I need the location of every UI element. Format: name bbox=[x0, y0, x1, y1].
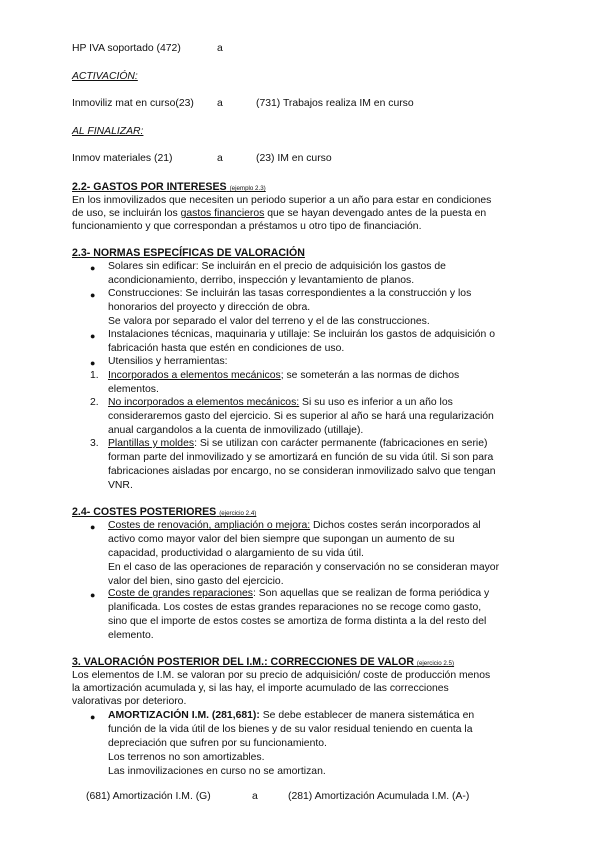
text: : Si se utilizan con carácter permanente (fabricaciones en serie) bbox=[194, 438, 488, 449]
paragraph-line: valorativas por deterioro. bbox=[72, 696, 187, 707]
underlined-term: Incorporados a elementos mecánicos bbox=[108, 370, 281, 381]
bullet-icon: ● bbox=[90, 290, 96, 300]
list-item bbox=[108, 287, 536, 329]
text: Los terrenos no son amortizables. bbox=[108, 752, 265, 763]
text: acondicionamiento, derribo, inspección y levantamiento de planos. bbox=[108, 275, 415, 286]
text: VNR. bbox=[108, 480, 133, 491]
heading-note: (ejercicio 2.4) bbox=[219, 510, 257, 517]
entry-left: (681) Amortización I.M. (G) bbox=[86, 791, 211, 802]
text: Instalaciones técnicas, maquinaria y utillaje: Se incluirán los gastos de adquisición o bbox=[108, 329, 495, 340]
text: Dichos costes serán incorporados al bbox=[310, 520, 481, 531]
text: fabricaciones aisladas por encargo, no se consideran inmovilizado salvo que tengan bbox=[108, 466, 496, 477]
text: que se hayan devengado antes de la puesta en bbox=[264, 208, 487, 219]
list-item bbox=[108, 709, 536, 779]
list-item bbox=[108, 437, 536, 493]
entry-left: Inmoviliz mat en curso(23) bbox=[72, 98, 194, 109]
text: función de la vida útil de los bienes y de su valor residual teniendo en cuenta la bbox=[108, 724, 473, 735]
text: : Son aquellas que se realizan de forma periódica y bbox=[252, 588, 490, 599]
bullet-icon: ● bbox=[90, 358, 96, 368]
list-item bbox=[108, 396, 536, 438]
bullet-icon: ● bbox=[90, 590, 96, 600]
text: En el caso de las operaciones de reparación y conservación no se consideran mayor bbox=[108, 562, 500, 573]
entry-right: (281) Amortización Acumulada I.M. (A-) bbox=[288, 791, 470, 802]
underlined-term: Coste de grandes reparaciones bbox=[108, 588, 253, 599]
list-item bbox=[108, 260, 536, 288]
paragraph-line bbox=[72, 207, 486, 221]
text: depreciación que sufren por su funcionamiento. bbox=[108, 738, 327, 749]
list-item bbox=[108, 369, 536, 397]
list-number: 2. bbox=[90, 397, 99, 408]
text: fabricación hasta que estén en condiciones de uso. bbox=[108, 343, 345, 354]
entry-left: HP IVA soportado (472) bbox=[72, 43, 181, 54]
entry-a: a bbox=[217, 153, 223, 164]
list-item bbox=[108, 355, 536, 369]
text: honorarios del proyecto y dirección de obra. bbox=[108, 302, 311, 313]
entry-right: (731) Trabajos realiza IM en curso bbox=[256, 98, 414, 109]
entry-a: a bbox=[217, 98, 223, 109]
bold-term: AMORTIZACIÓN I.M. (281,681): bbox=[108, 710, 260, 721]
text: de uso, se incluirán los bbox=[72, 208, 181, 219]
text: planificada. Los costes de estas grandes reparaciones no se recoge como gasto, bbox=[108, 602, 482, 613]
heading-text: 2.4- COSTES POSTERIORES bbox=[72, 506, 217, 518]
heading-note: (ejemplo 2.3) bbox=[229, 185, 266, 192]
text: sino que el importe de estos costes se amortiza de forma distinta a la del resto del bbox=[108, 616, 487, 627]
list-item bbox=[108, 519, 536, 589]
underlined-term: No incorporados a elementos mecánicos: bbox=[108, 397, 300, 408]
paragraph-line: En los inmovilizados que necesiten un periodo superior a un año para estar en condiciones bbox=[72, 195, 492, 206]
text: Si su uso es inferior a un año los bbox=[299, 397, 453, 408]
text: consideraremos gasto del ejercicio. Si es superior al año se hará una regularización bbox=[108, 411, 494, 422]
section-heading-2-3: 2.3- NORMAS ESPECÍFICAS DE VALORACIÓN bbox=[72, 247, 305, 259]
list-item bbox=[108, 328, 536, 356]
bullet-icon: ● bbox=[90, 263, 96, 273]
text: valor del bien, sino gasto del ejercicio. bbox=[108, 576, 284, 587]
underlined-term: Costes de renovación, ampliación o mejora: bbox=[108, 520, 311, 531]
text: Utensilios y herramientas: bbox=[108, 356, 228, 367]
text: forman parte del inmovilizado y se amortizará en función de su vida útil. Si son para bbox=[108, 452, 494, 463]
entry-a: a bbox=[217, 43, 223, 54]
entry-left: Inmov materiales (21) bbox=[72, 153, 173, 164]
list-number: 3. bbox=[90, 438, 99, 449]
underlined-term: gastos financieros bbox=[180, 208, 265, 219]
text: elementos. bbox=[108, 384, 159, 395]
paragraph-line: la amortización acumulada y, si las hay, el importe acumulado de las correcciones bbox=[72, 683, 449, 694]
paragraph-line: funcionamiento y que correspondan a préstamos u otro tipo de financiación. bbox=[72, 221, 422, 232]
heading-note: (ejercicio 2.5) bbox=[416, 660, 455, 667]
text: Solares sin edificar: Se incluirán en el precio de adquisición los gastos de bbox=[108, 261, 446, 272]
list-number: 1. bbox=[90, 370, 99, 381]
bullet-icon: ● bbox=[90, 522, 96, 532]
entry-right: (23) IM en curso bbox=[256, 153, 332, 164]
list-item bbox=[108, 587, 536, 643]
text: capacidad, productividad o alargamiento de su vida útil. bbox=[108, 548, 364, 559]
text: elemento. bbox=[108, 630, 154, 641]
text: activo como mayor valor del bien siempre que supongan un aumento de su bbox=[108, 534, 455, 545]
text: Se valora por separado el valor del terreno y el de las construcciones. bbox=[108, 316, 430, 327]
text: Construcciones: Se incluirán las tasas correspondientes a la construcción y los bbox=[108, 288, 472, 299]
entry-a: a bbox=[252, 791, 258, 802]
paragraph-line: Los elementos de I.M. se valoran por su precio de adquisición/ coste de producción menos bbox=[72, 670, 491, 681]
bullet-icon: ● bbox=[90, 331, 96, 341]
text: ; se someterán a las normas de dichos bbox=[280, 370, 460, 381]
text: Se debe establecer de manera sistemática en bbox=[259, 710, 475, 721]
underlined-term: Plantillas y moldes bbox=[108, 438, 195, 449]
text: anual cargandolos a la cuenta de inmovilizado (utillaje). bbox=[108, 425, 364, 436]
activacion-label: ACTIVACIÓN: bbox=[72, 71, 138, 82]
al-finalizar-label: AL FINALIZAR: bbox=[72, 126, 144, 137]
heading-text: 2.2- GASTOS POR INTERESES bbox=[72, 181, 227, 193]
heading-text: 3. VALORACIÓN POSTERIOR DEL I.M.: CORRECCIONES DE VALOR bbox=[72, 656, 414, 668]
text: Las inmovilizaciones en curso no se amortizan. bbox=[108, 766, 326, 777]
bullet-icon: ● bbox=[90, 712, 96, 722]
